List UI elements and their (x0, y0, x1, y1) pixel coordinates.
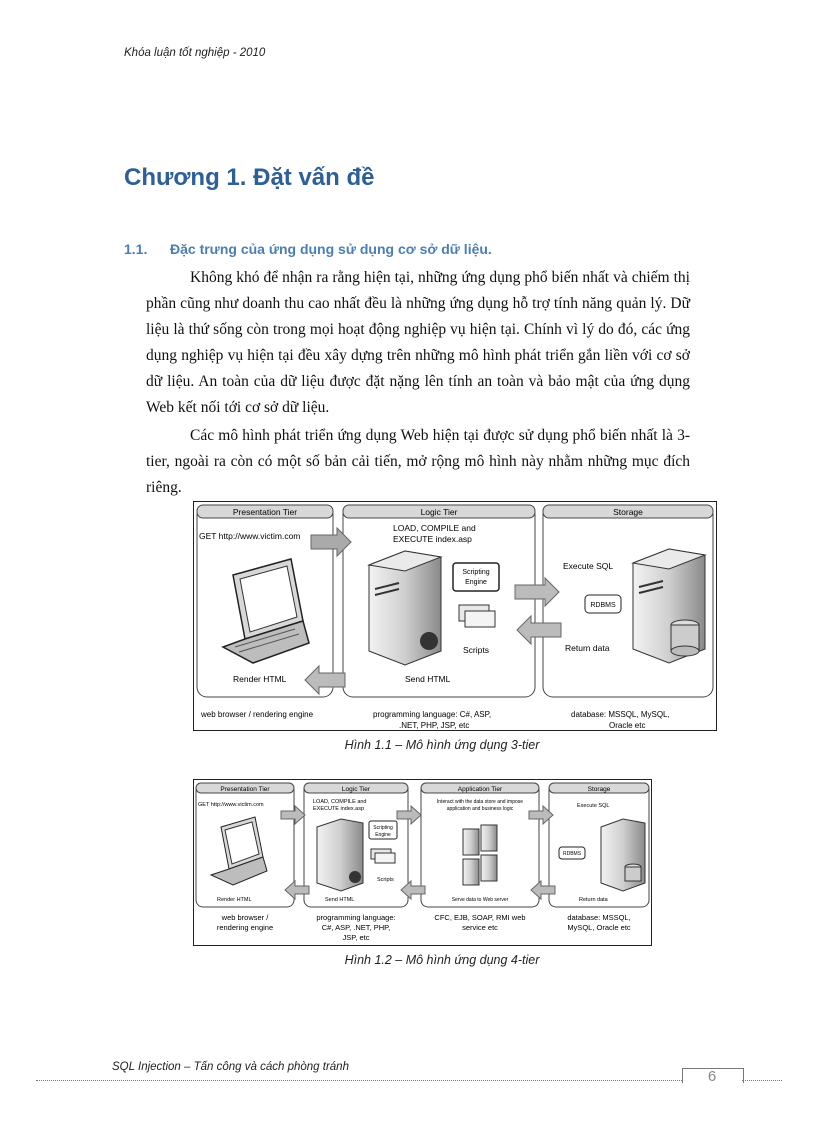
browser-2-label-1: web browser / (221, 913, 269, 922)
render-html-2-label: Render HTML (217, 897, 252, 903)
browser-label: web browser / rendering engine (201, 710, 314, 719)
tier2-label-application: Application Tier (457, 786, 503, 793)
rdbms-label: RDBMS (590, 602, 616, 609)
request-2-label: GET http://www.victim.com (198, 802, 264, 808)
load-label-2: EXECUTE index.asp (393, 534, 472, 544)
load-2-label-1: LOAD, COMPILE and (313, 799, 367, 805)
paragraph-2: Các mô hình phát triển ứng dụng Web hiện tại được sử dụng phổ biến nhất là 3-tier, ngoài ra còn có một số bản cải tiến, mở rộng mô hình này nhằm những mục đích riêng. (146, 427, 690, 496)
scripting-engine-label-1: Scripting (462, 569, 490, 576)
load-label-1: LOAD, COMPILE and (393, 523, 476, 533)
section-heading (124, 241, 492, 257)
tier2-label-logic: Logic Tier (341, 786, 371, 793)
return-data-label: Return data (565, 643, 610, 653)
browser-2-label-2: rendering engine (216, 923, 274, 932)
programming-2-label-1: programming language: (316, 913, 396, 922)
rdbms-box (585, 595, 621, 613)
tier-label-logic: Logic Tier (420, 507, 458, 517)
scripts-icon-2 (371, 849, 395, 863)
execute-sql-label: Execute SQL (563, 561, 614, 571)
rdbms-2-label: RDBMS (562, 851, 582, 857)
render-html-label: Render HTML (233, 674, 287, 684)
serve-data-label: Serve data to Web server (451, 897, 509, 903)
send-html-label: Send HTML (405, 674, 451, 684)
database-server-icon-2 (601, 819, 645, 891)
scripting-engine-box (453, 563, 499, 591)
programming-language-label-2: .NET, PHP, JSP, etc (399, 721, 470, 730)
page-number: 6 (707, 1068, 717, 1085)
tier-label-storage: Storage (613, 507, 643, 517)
tier2-label-storage: Storage (587, 786, 611, 793)
database-server-icon (633, 549, 705, 663)
load-2-label-2: EXECUTE index.asp (313, 806, 365, 812)
chapter-title: Chương 1. Đặt vấn đề (124, 164, 375, 191)
tier-label-presentation: Presentation Tier (232, 507, 298, 517)
scripting-engine-box-2 (369, 821, 397, 839)
database-label-2: Oracle etc (609, 721, 646, 730)
footer-divider-right (742, 1080, 782, 1081)
database-label-1: database: MSSQL, MySQL, (571, 710, 670, 719)
footer-divider-left (36, 1080, 682, 1081)
rdbms-box-2 (559, 847, 585, 859)
running-header: Khóa luận tốt nghiệp - 2010 (124, 47, 266, 59)
interact-label-2: application and business logic (446, 806, 514, 812)
return-data-2-label: Return data (579, 897, 608, 903)
section-number: 1.1. (124, 241, 148, 257)
execute-sql-2-label: Execute SQL (577, 803, 610, 809)
services-label-2: service etc (462, 923, 498, 932)
running-footer: SQL Injection – Tấn công và cách phòng tránh (112, 1061, 349, 1073)
scripting-engine-2-label-1: Scripting (373, 825, 393, 831)
request-label: GET http://www.victim.com (199, 531, 301, 541)
services-label-1: CFC, EJB, SOAP, RMI web (434, 913, 526, 922)
database-2-label-1: database: MSSQL, (567, 913, 631, 922)
section-title: Đặc trưng của ứng dụng sử dụng cơ sở dữ liệu. (170, 241, 492, 257)
scripting-engine-2-label-2: Engine (375, 832, 391, 838)
figure-1-caption: Hình 1.1 – Mô hình ứng dụng 3-tier (344, 738, 540, 752)
web-server-icon-2 (317, 819, 363, 891)
paragraph-1: Không khó để nhận ra rằng hiện tại, những ứng dụng phổ biến nhất và chiếm thị phần cũng như doanh thu cao nhất đều là những ứng dụng hỗ trợ tính năng quản lý. Dữ liệu là thứ sống còn trong mọi hoạt động nghiệp vụ hiện tại. Chính vì lý do đó, các ứng dụng nghiệp vụ hiện tại đều xây dựng trên những mô hình phát triển gắn liền với cơ sở dữ liệu. An toàn của dữ liệu được đặt nặng lên tính an toàn và bảo mật của ứng dụng Web kết nối tới cơ sở dữ liệu. (146, 269, 690, 416)
programming-language-label-1: programming language: C#, ASP, (373, 710, 492, 719)
send-html-2-label: Send HTML (325, 897, 355, 903)
figure-4-tier (193, 779, 652, 946)
scripts-label: Scripts (463, 645, 489, 655)
web-server-icon (369, 551, 441, 665)
figure-2-caption: Hình 1.2 – Mô hình ứng dụng 4-tier (344, 953, 540, 967)
figure-3-tier (193, 501, 717, 731)
interact-label-1: Interact with the data store and impose (436, 799, 524, 805)
scripts-2-label: Scripts (377, 877, 394, 883)
tier2-label-presentation: Presentation Tier (220, 786, 270, 793)
scripting-engine-label-2: Engine (465, 579, 487, 586)
database-2-label-2: MySQL, Oracle etc (567, 923, 631, 932)
programming-2-label-3: JSP, etc (342, 933, 370, 942)
programming-2-label-2: C#, ASP, .NET, PHP, (321, 923, 391, 932)
